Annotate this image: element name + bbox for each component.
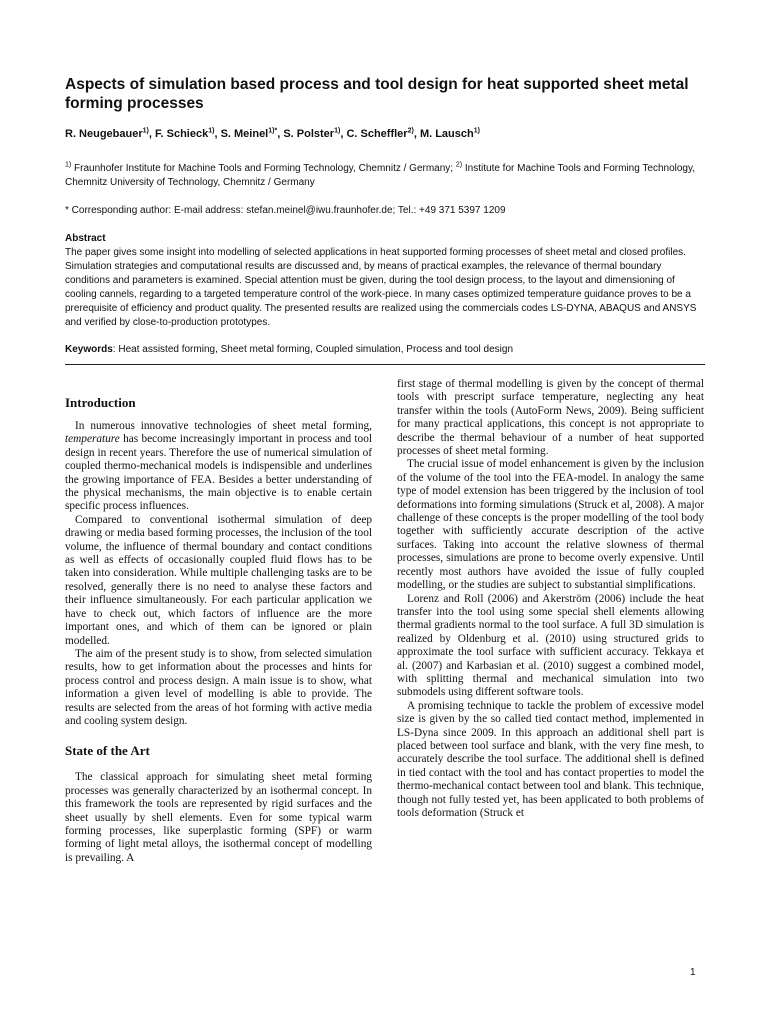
- paragraph: Compared to conventional isothermal simulation of deep drawing or media based forming processes, the inclusion of the tool volume, the influence of thermal boundary and contact conditions as well as effects of occasionally coupled fluid flows has to be taken into consideration. While multiple challenging tasks are to be resolved, generally there is no need to analyse these factors and their influence simultaneously. For each particular application we have to check out, which factors of influence are the more important ones, and which of them can be ignored or plain modelled.: [65, 513, 372, 647]
- paragraph: A promising technique to tackle the problem of excessive model size is given by the so called tied contact method, implemented in LS-Dyna since 2009. In this approach an additional shell part is placed between tool surface and blank, with the very fine mesh, to accurately describe the tool surface. The additional shell is defined in tied contact with the tool and has contact properties to model the thermo-mechanical contact between tool and blank. This technique, though not fully tested yet, has been applicated to both problems of tools deformation (Struck et: [397, 699, 704, 819]
- author-list: R. Neugebauer$^{1)}$, F. Schieck$^{1)}$, S. Meinel$^{1)*}$, S. Polster$^{1)}$, C. Scheffler$^{2)}$, M. Lausch$^{1)}$: [65, 127, 480, 140]
- author: S. Polster: [283, 128, 335, 140]
- right-column: [397, 378, 704, 820]
- affiliation-mark: 2): [455, 161, 463, 169]
- paragraph: The classical approach for simulating sheet metal forming processes was generally characterized by an isothermal concept. In this framework the tools are represented by rigid surfaces and the sheet usually by shell elements. Even for some typical warm forming processes, like superplastic forming (SPF) or warm forming of light metal alloys, the isothermal concept of modelling is prevailing. A: [65, 771, 372, 864]
- abstract-text: The paper gives some insight into modelling of selected applications in heat supported forming processes of sheet metal and closed profiles. Simulation strategies and computational results are discussed and, by means of practical examples, the relevance of thermal boundary conditions and parameters is examined. Special attention must be given, during the tool design process, to the layout and dimensioning of cooling cannels, regarding to a targeted temperature control of the work-piece. In many cases optimized temperature guidance proves to be a prerequisite of efficiency and product quality. The presented results are realized using the commercials codes LS-DYNA, ABAQUS and ANSYS and verified by close-to-production prototypes.: [65, 247, 697, 329]
- paragraph: first stage of thermal modelling is given by the concept of thermal tools with prescript surface temperature, neglecting any heat transfer within the tools (AutoForm News, 2009). Being sufficient for many practical applications, this concept is not appropriate to describe the thermal behaviour of a number of heat supported processes of sheet metal forming.: [397, 378, 704, 458]
- paragraph: The crucial issue of model enhancement is given by the inclusion of the volume of the tool into the FEA-model. In analogy the same type of model extension has been triggered by the inclusion of tool deformations into forming simulations (Struck et al, 2008). A major challenge of these concepts is the proper modelling of the tool body together with sufficiently accurate description of the active surfaces. Taking into account the relative slowness of thermal processes, simulations are prone to become overly expensive. Until recently most authors have avoided the issue of fully coupled modelling, or the studies are subject to substantial simplifications.: [397, 458, 704, 592]
- page-number: 1: [690, 967, 696, 978]
- paragraph: Lorenz and Roll (2006) and Akerström (2006) include the heat transfer into the tool using some special shell elements allowing thermal gradients normal to the tool surface. A full 3D simulation is realized by Oldenburg et al. (2010) using structured grids to approximate the tool surface with sufficient accuracy. Tekkaya et al. (2007) and Karbasian et al. (2010) suggest a combined model, with splitting thermal and mechanical simulation into two submodels using different software tools.: [397, 592, 704, 699]
- author: F. Schieck: [155, 128, 209, 140]
- paragraph: The aim of the present study is to show, from selected simulation results, how to get information about the processes and hints for process control and process design. A main issue is to show, what information a given level of modelling is able to provide. The results are selected from the areas of hot forming with active media and cooling system design.: [65, 647, 372, 727]
- section-heading-introduction: Introduction: [65, 395, 136, 410]
- keywords-text: : Heat assisted forming, Sheet metal forming, Coupled simulation, Process and tool design: [112, 344, 514, 355]
- paragraph-text: has become increasingly important in process and tool design in recent years. Therefore the use of numerical simulation of coupled thermo-mechanical models is indispensible and underlines the growing importance of FEA. Besides a better understanding of the physical mechanisms, the main objective is to enable certain specific process influences.: [65, 433, 372, 513]
- emphasis-text: temperature: [65, 433, 120, 446]
- author-affiliation-mark: 1): [334, 127, 341, 135]
- left-column: [65, 378, 372, 865]
- author-affiliation-mark: 2): [407, 127, 414, 135]
- section-divider: [65, 364, 705, 365]
- keywords-label: Keywords: [65, 344, 113, 355]
- author: R. Neugebauer: [65, 128, 143, 140]
- author: C. Scheffler: [346, 128, 408, 140]
- affiliation-text: Fraunhofer Institute for Machine Tools and Forming Technology, Chemnitz / Germany;: [71, 163, 456, 174]
- author-affiliation-mark: 1): [142, 127, 149, 135]
- abstract-heading: Abstract: [65, 233, 106, 244]
- affiliation-text: Institute for Machine Tools and Forming Technology, Chemnitz University of Technology, Chemnitz / Germany: [65, 163, 696, 188]
- author: S. Meinel: [220, 128, 269, 140]
- corresponding-author: * Corresponding author: E-mail address: stefan.meinel@iwu.fraunhofer.de; Tel.: +49 371 5397 1209: [65, 205, 506, 216]
- affiliations: [65, 162, 705, 190]
- author: M. Lausch: [419, 128, 474, 140]
- author-affiliation-mark: 1)*: [268, 127, 278, 135]
- author-affiliation-mark: 1): [473, 127, 480, 135]
- paragraph-text: In numerous innovative technologies of sheet metal forming,: [75, 420, 372, 432]
- paragraph: [65, 420, 372, 514]
- affiliation-mark: 1): [65, 161, 72, 169]
- section-heading-state-of-the-art: State of the Art: [65, 743, 150, 759]
- keywords: [65, 343, 705, 357]
- paper-title: Aspects of simulation based process and tool design for heat supported sheet metal forming processes: [65, 76, 689, 112]
- author-affiliation-mark: 1): [208, 127, 215, 135]
